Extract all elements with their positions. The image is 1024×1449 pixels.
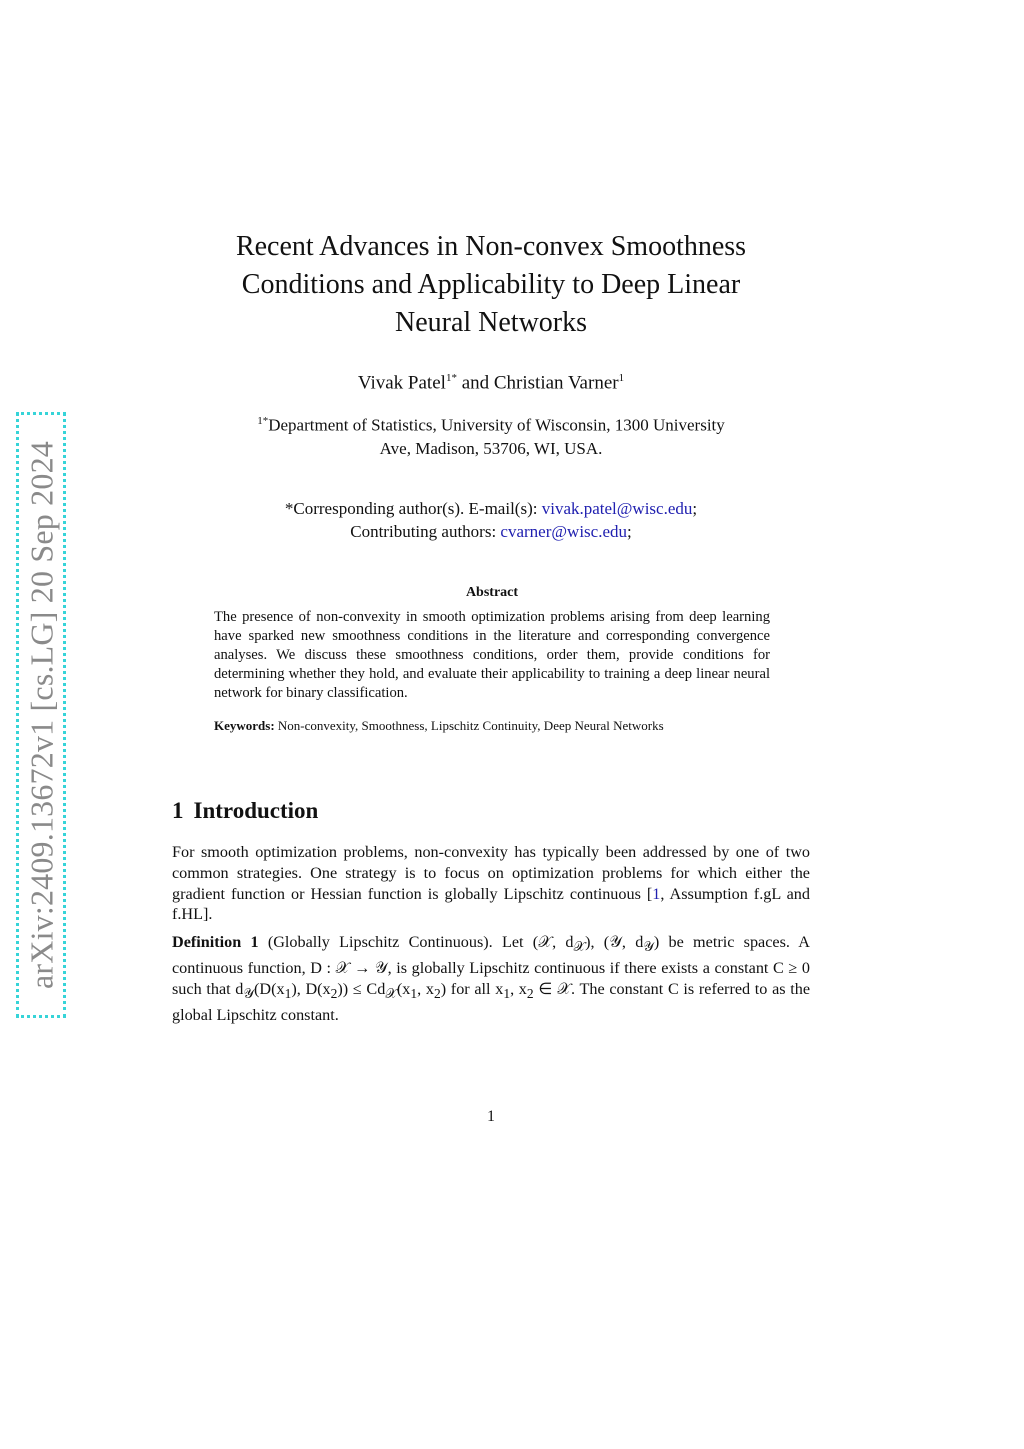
keywords (214, 718, 770, 734)
author-2-affil: 1 (618, 372, 625, 384)
definition-name: (Globally Lipschitz Continuous). (258, 933, 493, 951)
section-heading (172, 798, 318, 824)
def-s7: (x (396, 979, 411, 998)
def-s11: ∈ 𝒳. The constant C is referred to as the global Lipschitz constant. (172, 979, 811, 1024)
arxiv-stamp[interactable]: arXiv:2409.13672v1 [cs.LG] 20 Sep 2024 (23, 441, 60, 989)
def-s4-sub: 1 (284, 986, 292, 1002)
keywords-label: Keywords: (214, 718, 275, 733)
affiliation (200, 410, 782, 460)
def-s2: ), (𝒴, d (585, 933, 644, 951)
citation-link[interactable]: 1 (652, 884, 661, 903)
abstract-heading: Abstract (465, 585, 519, 600)
def-s3-sub: 𝒴 (243, 986, 254, 1002)
def-s5-sub: 2 (330, 986, 338, 1002)
author-and: and (456, 372, 494, 394)
intro-text-a: For smooth optimization problems, non-convexity has typically been addressed by one of two common strategies. One strategy is to focus on optimization problems for which either the gradient function or Hessian function is globally Lipschitz continuous [ (172, 843, 810, 903)
def-s3: ) be metric spaces. A continuous function, D : 𝒳 → 𝒴, is globally Lipschitz continuous if there exists a constant C ≥ 0 such that d (172, 933, 810, 998)
corr-prefix: *Corresponding author(s). E-mail(s): (284, 499, 542, 518)
def-s10-sub: 2 (526, 986, 534, 1002)
author-2: Christian Varner (493, 372, 619, 394)
def-s8-sub: 2 (433, 986, 441, 1002)
intro-text-b: , Assumption f.gL and f.HL]. (172, 884, 810, 924)
def-s6: )) ≤ Cd (337, 979, 386, 998)
title-line-2: Conditions and Applicability to Deep Linear (241, 269, 741, 300)
paper-title (200, 228, 782, 342)
affiliation-sup: 1* (257, 415, 269, 427)
affiliation-line-2: Ave, Madison, 53706, WI, USA. (379, 438, 603, 458)
definition-label: Definition 1 (172, 933, 259, 951)
affiliation-line-1: Department of Statistics, University of Wisconsin, 1300 University (268, 415, 725, 435)
def-s9: ) for all x (440, 979, 504, 998)
correspondence (200, 497, 782, 543)
author-1: Vivak Patel (357, 372, 446, 394)
page-number: 1 (487, 1108, 495, 1125)
section-title: Introduction (193, 798, 319, 823)
author-list (200, 372, 782, 394)
def-s7-sub: 1 (410, 986, 418, 1002)
def-s1: Let (𝒳, d (492, 933, 574, 951)
def-s5: ), D(x (291, 979, 331, 998)
email-link-2[interactable]: cvarner@wisc.edu (500, 522, 627, 541)
def-s6-sub: 𝒳 (385, 986, 397, 1002)
def-s8: , x (417, 979, 434, 998)
corr-sep-1: ; (692, 499, 698, 518)
corr-sep-2: ; (627, 522, 632, 541)
intro-paragraph (172, 842, 810, 925)
title-line-3: Neural Networks (394, 307, 588, 338)
section-number: 1 (172, 798, 184, 823)
email-link-1[interactable]: vivak.patel@wisc.edu (541, 499, 693, 518)
def-s2-sub: 𝒴 (643, 939, 654, 955)
abstract-text: The presence of non-convexity in smooth optimization problems arising from deep learning have sparked new smoothness conditions in the literature and corresponding convergence analyses. We discuss these smoothness conditions, order them, provide conditions for determining whether they hold, and evaluate their applicability to training a deep linear neural network for binary classification. (214, 609, 770, 701)
def-s1-sub: 𝒳 (573, 939, 586, 955)
def-s4: (D(x (254, 979, 285, 998)
definition-1 (172, 932, 810, 1026)
def-s9-sub: 1 (503, 986, 511, 1002)
contrib-prefix: Contributing authors: (350, 522, 501, 541)
title-line-1: Recent Advances in Non-convex Smoothness (235, 231, 747, 262)
def-s10: , x (510, 979, 527, 998)
author-1-affil: 1* (445, 372, 457, 384)
keywords-text: Non-convexity, Smoothness, Lipschitz Continuity, Deep Neural Networks (274, 718, 664, 733)
